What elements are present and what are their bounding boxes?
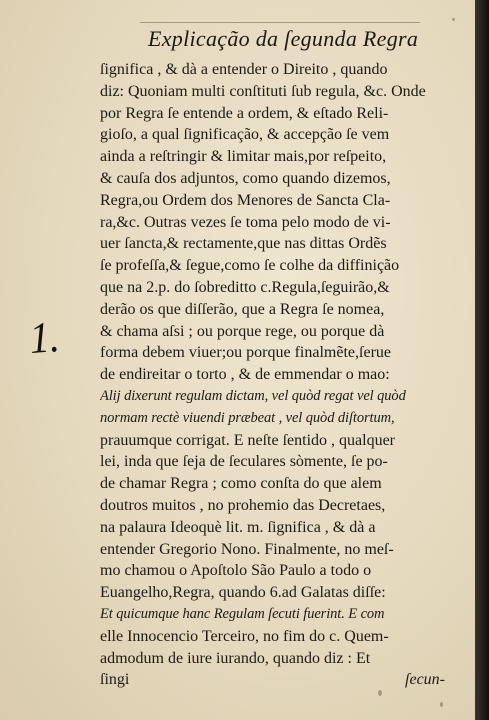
text-line: ſignifica , & dà a entender o Direito , quando (100, 61, 388, 78)
text-line: diz: Quoniam multi conſtituti ſub regula, &c. Onde (100, 82, 426, 100)
text-line: de endireitar o torto , & de emmendar o mao: (100, 366, 390, 384)
running-title: Explicação da ſegunda Regra (148, 26, 419, 51)
latin-quote-line: Et quicumque hanc Regulam ſecuti fuerint. E com (100, 605, 385, 622)
text-line: Euangelho,Regra, quando 6.ad Galatas diſſe: (100, 584, 386, 602)
text-line: prauumque corrigat. E neſte ſentido , qualquer (100, 431, 396, 449)
signature-mark: ſingi (100, 671, 130, 689)
paper-speck (378, 690, 382, 696)
catchword: ſecun- (405, 671, 445, 689)
text-line: entender Gregorio Nono. Finalmente, no meſ- (100, 540, 394, 558)
text-line: & chama aſsi ; ou porque rege, ou porque dà (100, 322, 385, 340)
header-rule (140, 22, 420, 23)
footer-line (100, 669, 445, 691)
text-line: lei, inda que ſeja de ſeculares sòmente, ſe po- (100, 453, 388, 471)
latin-quote-line: Alij dixerunt regulam dictam, vel quòd regat vel quòd (100, 387, 406, 404)
text-line: forma debem viuer;ou porque finalmẽte,ſerue (100, 344, 391, 362)
text-line: gioſo, a qual ſignificação, & accepção ſe vem (100, 126, 390, 144)
text-line: Regra,ou Ordem dos Menores de Sancta Cla- (100, 191, 391, 209)
text-line: ſe profeſſa,& ſegue,como ſe colhe da diffinição (100, 257, 400, 275)
page-edge-shadow (475, 0, 489, 720)
text-line: na palaura Ideoquè lit. m. ſignifica , & dà a (100, 518, 376, 536)
text-line: ainda a reſtringir & limitar mais,por reſpeito, (100, 148, 387, 166)
margin-note: 1. (28, 311, 61, 364)
text-line: mo chamou o Apoſtolo São Paulo a todo o (100, 562, 372, 580)
text-line: admodum de iure iurando, quando diz : Et (100, 649, 371, 667)
text-line: doutros muitos , no prohemio das Decretaes, (100, 496, 386, 514)
text-line: elle Innocencio Terceiro, no fim do c. Quem- (100, 627, 389, 645)
text-line: ra,&c. Outras vezes ſe toma pelo modo de vi- (100, 213, 391, 231)
text-block (100, 59, 445, 691)
text-line: que na 2.p. do ſobreditto c.Regula,ſeguirão,& (100, 278, 390, 296)
paper-speck (440, 702, 443, 707)
text-line: de chamar Regra ; como conſta do que alem (100, 475, 382, 493)
text-line: derão os que diſſerão, que a Regra ſe nomea, (100, 300, 385, 318)
text-line: & cauſa dos adjuntos, como quando dizemos, (100, 169, 391, 187)
text-line: por Regra ſe entende a ordem, & eſtado Reli- (100, 104, 389, 122)
paper-speck (452, 18, 455, 21)
text-line: uer ſancta,& rectamente,que nas dittas Ordẽs (100, 235, 387, 253)
latin-quote-line: normam rectè viuendi præbeat , vel quòd diſtortum, (100, 409, 395, 426)
